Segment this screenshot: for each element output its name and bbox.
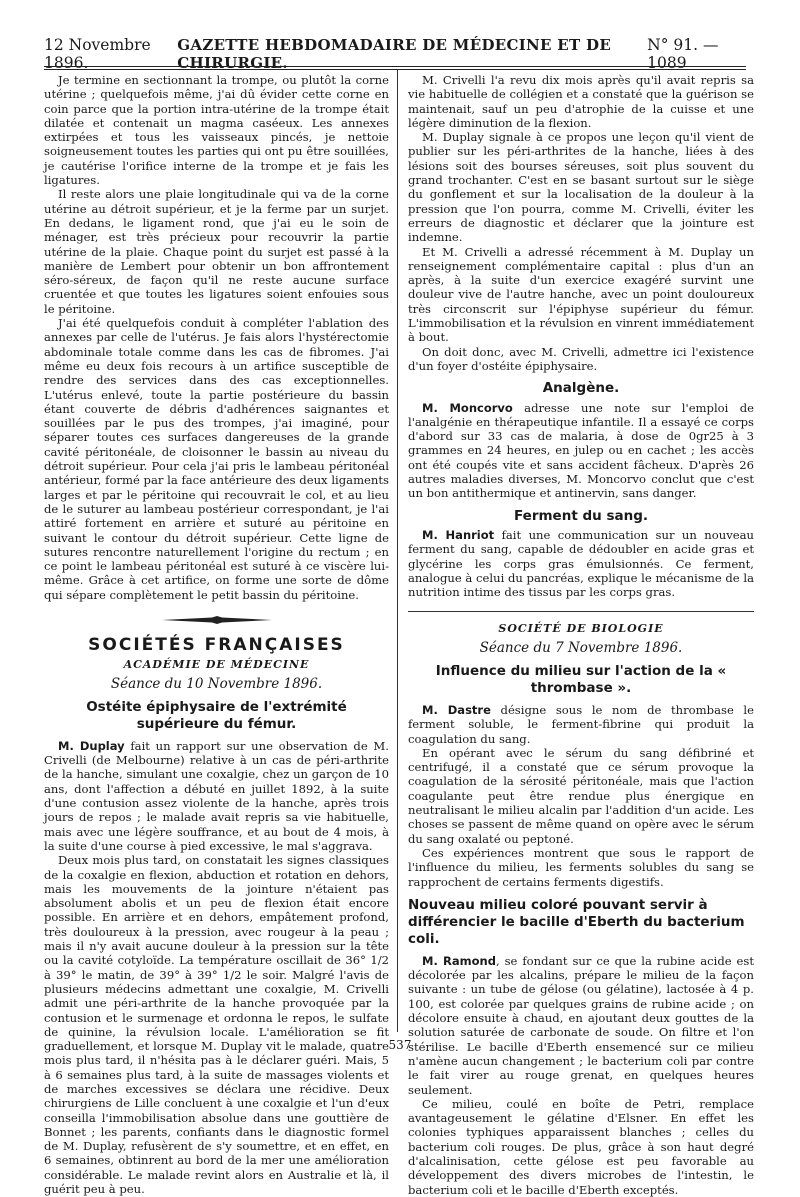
seance-date: Séance du 10 Novembre 1896. xyxy=(110,675,323,692)
paragraph: Ce milieu, coulé en boîte de Petri, remplace avantageusement le gélatine d'Elsner. En effet les colonies typhiques apparaissent blanches ; celles du bacterium coli rouges. De plus, grâce à son haut degré d'alcalinisation, cette gélose est peu favorable au développement des divers microbes de l'intestin, le bacterium coli et le bacille d'Eberth exceptés. xyxy=(408,1096,754,1197)
page-header xyxy=(44,36,746,72)
society-heading: SOCIÉTÉ DE BIOLOGIE xyxy=(498,622,664,636)
header-rule xyxy=(44,66,746,67)
author-name: M. Dastre xyxy=(422,702,491,717)
right-column xyxy=(408,73,754,1197)
paragraph: Et M. Crivelli a adressé récemment à M. Duplay un renseignement complémentaire capital : plus d'un an après, à la suite d'un exercice exagéré survint une douleur vive de l'autre hanche, avec un point douloureux très circonscrit sur l'épiphyse supérieur du fémur. L'immobilisation et la révulsion en vinrent immédiatement à bout. xyxy=(408,244,754,345)
paragraph xyxy=(408,703,754,746)
paragraph: Deux mois plus tard, on constatait les signes classiques de la coxalgie en flexion, abduction et rotation en dehors, mais les mouvements de la jointure n'étaient pas absolument abolis et un peu de flexion était encore possible. En arrière et en dehors, empâtement profond, très douloureux à la pression, avec rougeur à la peau ; mais il n'y avait aucune douleur à la pression sur la tête ou la cavité cotyloïde. La température oscillait de 36° 1/2 à 39° le matin, de 39° à 39° 1/2 le soir. Malgré l'avis de plusieurs médecins admettant une coxalgie, M. Crivelli admit une péri-arthrite de la hanche provoquée par la contusion et le surmenage et ordonna le repos, le sulfate de quinine, la révulsion locale. L'amélioration se fit graduellement, et lorsque M. Duplay vit le malade, quatre mois plus tard, il n'hésita pas à le déclarer guéri. Mais, 5 à 6 semaines plus tard, à la suite de massages violents et de marches excessives se déclara une récidive. Deux chirurgiens de Lille concluent à une coxalgie et l'un d'eux conseilla l'immobilisation absolue dans une gouttière de Bonnet ; les parents, confiants dans le diagnostic formel de M. Duplay, refusèrent de s'y soumettre, et en effet, en 6 semaines, obtinrent au bord de la mer une amélioration considérable. Le malade revint alors en Australie et là, il guérit peu à peu. xyxy=(44,853,389,1197)
column-divider xyxy=(397,70,398,1032)
academy-heading: ACADÉMIE DE MÉDECINE xyxy=(123,658,310,672)
author-name: M. Hanriot xyxy=(422,527,495,542)
paragraph: En opérant avec le sérum du sang défibriné et centrifugé, il a constaté que ce sérum provoque la coagulation de la sérosité péritonéale, mais que l'action coagulante peut être rendue plus énergique en neutralisant le milieu alcalin par l'addition d'un acide. Les choses se passent de même quand on opère avec le sérum du sang oxalaté ou peptoné. xyxy=(408,745,754,846)
paragraph xyxy=(408,401,754,501)
paragraph: J'ai été quelquefois conduit à compléter l'ablation des annexes par celle de l'utérus. Je fais alors l'hystérectomie abdominale totale comme dans les cas de fibromes. J'ai même eu deux fois recours à un artifice susceptible de rendre des services dans des cas exceptionnelles. L'utérus enlevé, toute la partie postérieure du bassin étant couverte de débris d'adhérences saignantes et souillées par le pus des trompes, j'ai imaginé, pour séparer toutes ces surfaces dangereuses de la grande cavité péritonéale, de cloisonner le bassin au niveau du détroit supérieur. Pour cela j'ai pris le lambeau péritonéal antérieur, formé par la face antérieure des deux ligaments larges et par le péritoine qui recouvrait le col, et au lieu de le suturer au lambeau postérieur correspondant, je l'ai attiré fortement en arrière et suturé au péritoine en suivant le contour du détroit supérieur. Cette ligne de sutures rencontre naturellement l'origine du rectum ; en ce point le lambeau péritonéal est suturé à ce viscère lui-même. Grâce à cet artifice, on forme une sorte de dôme qui sépare complètement le petit bassin du péritoine. xyxy=(44,316,389,602)
author-name: M. Ramond xyxy=(422,953,496,968)
header-date: 12 Novembre 1896. xyxy=(44,36,151,72)
paragraph-text: désigne sous le nom de thrombase le ferment soluble, le ferment-fibrine qui produit la coagulation du sang. xyxy=(408,702,755,746)
article-title: Ferment du sang. xyxy=(514,507,648,524)
section-divider xyxy=(408,611,754,612)
page-number: 537 xyxy=(388,1038,412,1052)
article-title: Ostéite épiphysaire de l'extrémité supérieure du fémur. xyxy=(86,698,347,732)
paragraph-text: , se fondant sur ce que la rubine acide est décolorée par les alcalins, prépare le milieu de la façon suivante : un tube de gélose (ou gélatine), lactosée à 4 p. 100, est colorée par quelques grains de rubine acide ; on décolore ensuite à chaud, en ajoutant deux gouttes de la solution saturée de carbonate de soude. On filtre et l'on stérilise. Le bacille d'Eberth ensemencé sur ce milieu n'amène aucun changement ; le bacterium coli par contre le fait virer au rouge grenat, en quelques heures seulement. xyxy=(408,953,754,1097)
paragraph xyxy=(408,528,754,599)
author-name: M. Moncorvo xyxy=(422,400,513,415)
left-column xyxy=(44,73,389,1196)
paragraph: M. Duplay signale à ce propos une leçon qu'il vient de publier sur les péri-arthrites de la hanche, liées à des lésions soit des bourses séreuses, soit plus souvent du grand trochanter. C'est en se basant surtout sur le siège du gonflement et sur la localisation de la douleur à la pression que l'on pourra, comme M. Crivelli, éviter les erreurs de diagnostic et déclarer que la jointure est indemne. xyxy=(408,130,754,245)
article-title: Nouveau milieu coloré pouvant servir à différencier le bacille d'Eberth du bacterium coli. xyxy=(408,896,745,947)
article-title: Analgène. xyxy=(542,380,620,397)
issue-number: N° 91. — 1089 xyxy=(647,36,719,72)
paragraph: Je termine en sectionnant la trompe, ou plutôt la corne utérine ; quelquefois même, j'ai dû évider cette corne en coin parce que la portion intra-utérine de la trompe était dilatée et contenait un magma caséeux. Les annexes extirpées et tous les vaisseaux pincés, je nettoie soigneusement toutes les parties qui ont pu être souillées, je cautérise l'orifice interne de la trompe et je fais les ligatures. xyxy=(44,73,389,188)
section-ornament-icon xyxy=(162,616,272,624)
paragraph: Il reste alors une plaie longitudinale qui va de la corne utérine au détroit supérieur, et je la ferme par un surjet. En dedans, le ligament rond, que j'ai eu le soin de ménager, est très précieux pour recouvrir la partie utérine de la plaie. Chaque point du surjet est passé à la manière de Lembert pour obtenir un bon affrontement séro-séreux, de façon qu'il ne reste aucune surface cruentée et que toutes les ligatures soient enfouies sous le péritoine. xyxy=(44,187,389,316)
author-name: M. Duplay xyxy=(58,738,125,753)
section-heading-societes: SOCIÉTÉS FRANÇAISES xyxy=(88,634,345,655)
journal-title: GAZETTE HEBDOMADAIRE DE MÉDECINE ET DE CHIRURGIE. xyxy=(177,36,612,72)
paragraph xyxy=(44,739,389,853)
paragraph-text: fait un rapport sur une observation de M. Crivelli (de Melbourne) relative à un cas de péri-arthrite de la hanche, simulant une coxalgie, chez un garçon de 10 ans, dont l'affection a débuté en juillet 1892, à la suite d'une contusion assez violente de la hanche, après trois jours de repos ; le malade avait repris sa vie habituelle, mais avec une légère souffrance, et au bout de 4 mois, à la suite d'une course à pied excessive, le mal s'aggrava. xyxy=(44,738,389,853)
paragraph-text: adresse une note sur l'emploi de l'analgénie en thérapeutique infantile. Il a essayé ce corps d'abord sur 33 cas de malaria, à dose de 0gr25 à 3 grammes en 24 heures, en julep ou en cachet ; les accès ont été coupés vite et sans accident fâcheux. D'après 26 autres maladies diverses, M. Moncorvo conclut que c'est un bon antithermique et antinervin, sans danger. xyxy=(408,400,754,501)
header-rule-double xyxy=(44,69,746,70)
paragraph-text: fait une communication sur un nouveau ferment du sang, capable de dédoubler en acide gras et glycérine les corps gras émulsionnés. Ce ferment, analogue à celui du pancréas, explique le mécanisme de la nutrition intime des tissus par les corps gras. xyxy=(408,527,754,600)
paragraph xyxy=(408,954,754,1097)
paragraph: M. Crivelli l'a revu dix mois après qu'il avait repris sa vie habituelle de collégien et a constaté que la guérison se maintenait, sauf un peu d'atrophie de la cuisse et une légère diminution de la flexion. xyxy=(408,73,754,130)
seance-date: Séance du 7 Novembre 1896. xyxy=(479,639,683,656)
paragraph: On doit donc, avec M. Crivelli, admettre ici l'existence d'un foyer d'ostéite épiphysaire. xyxy=(408,344,754,373)
paragraph: Ces expériences montrent que sous le rapport de l'influence du milieu, les ferments solubles du sang se rapprochent de certains ferments digestifs. xyxy=(408,845,754,889)
article-title: Influence du milieu sur l'action de la « thrombase ». xyxy=(435,662,727,696)
